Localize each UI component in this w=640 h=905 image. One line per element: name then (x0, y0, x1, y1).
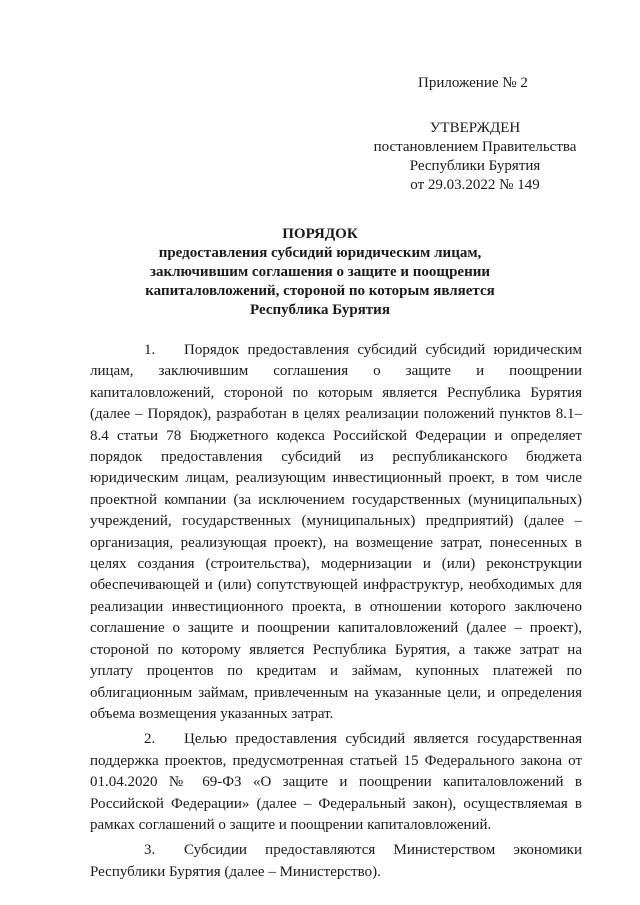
approval-date: от 29.03.2022 № 149 (410, 177, 540, 193)
approval-title: УТВЕРЖДЕН (429, 120, 521, 136)
title-line: предоставления субсидий юридическим лицам, (158, 245, 482, 261)
paragraph-text: Целью предоставления субсидий является государственная поддержка проектов, предусмотренная статьей 15 Федерального закона от 01.04.2020 № 69-ФЗ «О защите и поощрении капиталовложений в Российской Федерации» (далее – Федеральный закон), осуществляемая в рамках соглашений о защите и поощрении капиталовложений. (90, 731, 582, 833)
paragraph-1 (90, 340, 582, 725)
paragraph-number: 3. (144, 842, 156, 859)
paragraph-number: 1. (144, 342, 156, 358)
paragraph-2 (90, 729, 582, 836)
appendix-label: Приложение № 2 (418, 75, 528, 91)
document-body (90, 340, 582, 887)
title-line: заключившим соглашения о защите и поощрении (149, 264, 491, 280)
approval-line: Республики Бурятия (409, 158, 541, 174)
approval-stamp (370, 119, 580, 195)
title-line: Республика Бурятия (250, 302, 390, 318)
document-title (90, 225, 550, 320)
paragraph-number: 2. (144, 731, 156, 748)
title-line: капиталовложений, стороной по которым является (145, 283, 495, 299)
paragraph-3 (90, 840, 582, 883)
paragraph-text: Порядок предоставления субсидий субсидий юридическим лицам, заключившим соглашения о защите и поощрении капиталовложений, стороной по которым является Республика Бурятия (далее – Порядок), разработан в целях реализации положений пунктов 8.1–8.4 статьи 78 Бюджетного кодекса Российской Федерации и определяет порядок предоставления субсидий из республиканского бюджета юридическим лицам, реализующим инвестиционный проект, в том числе проектной компании (за исключением государственных (муниципальных) учреждений, государственных (муниципальных) предприятий) (далее – организация, реализующая проект), на возмещение затрат, понесенных в целях создания (строительства), модернизации и (или) реконструкции обеспечивающей и (или) сопутствующей инфраструктур, необходимых для реализации инвестиционного проекта, в отношении которого заключено соглашение о защите и поощрении капиталовложений (далее – проект), стороной по которому является Республика Бурятия, а также затрат на уплату процентов по кредитам и займам, купонных платежей по облигационным займам, привлеченным на указанные цели, и определения объема возмещения указанных затрат. (90, 342, 582, 722)
title-heading: ПОРЯДОК (282, 226, 358, 242)
paragraph-text: Субсидии предоставляются Министерством экономики Республики Бурятия (далее – Министерство). (90, 842, 582, 880)
approval-line: постановлением Правительства (373, 139, 577, 155)
